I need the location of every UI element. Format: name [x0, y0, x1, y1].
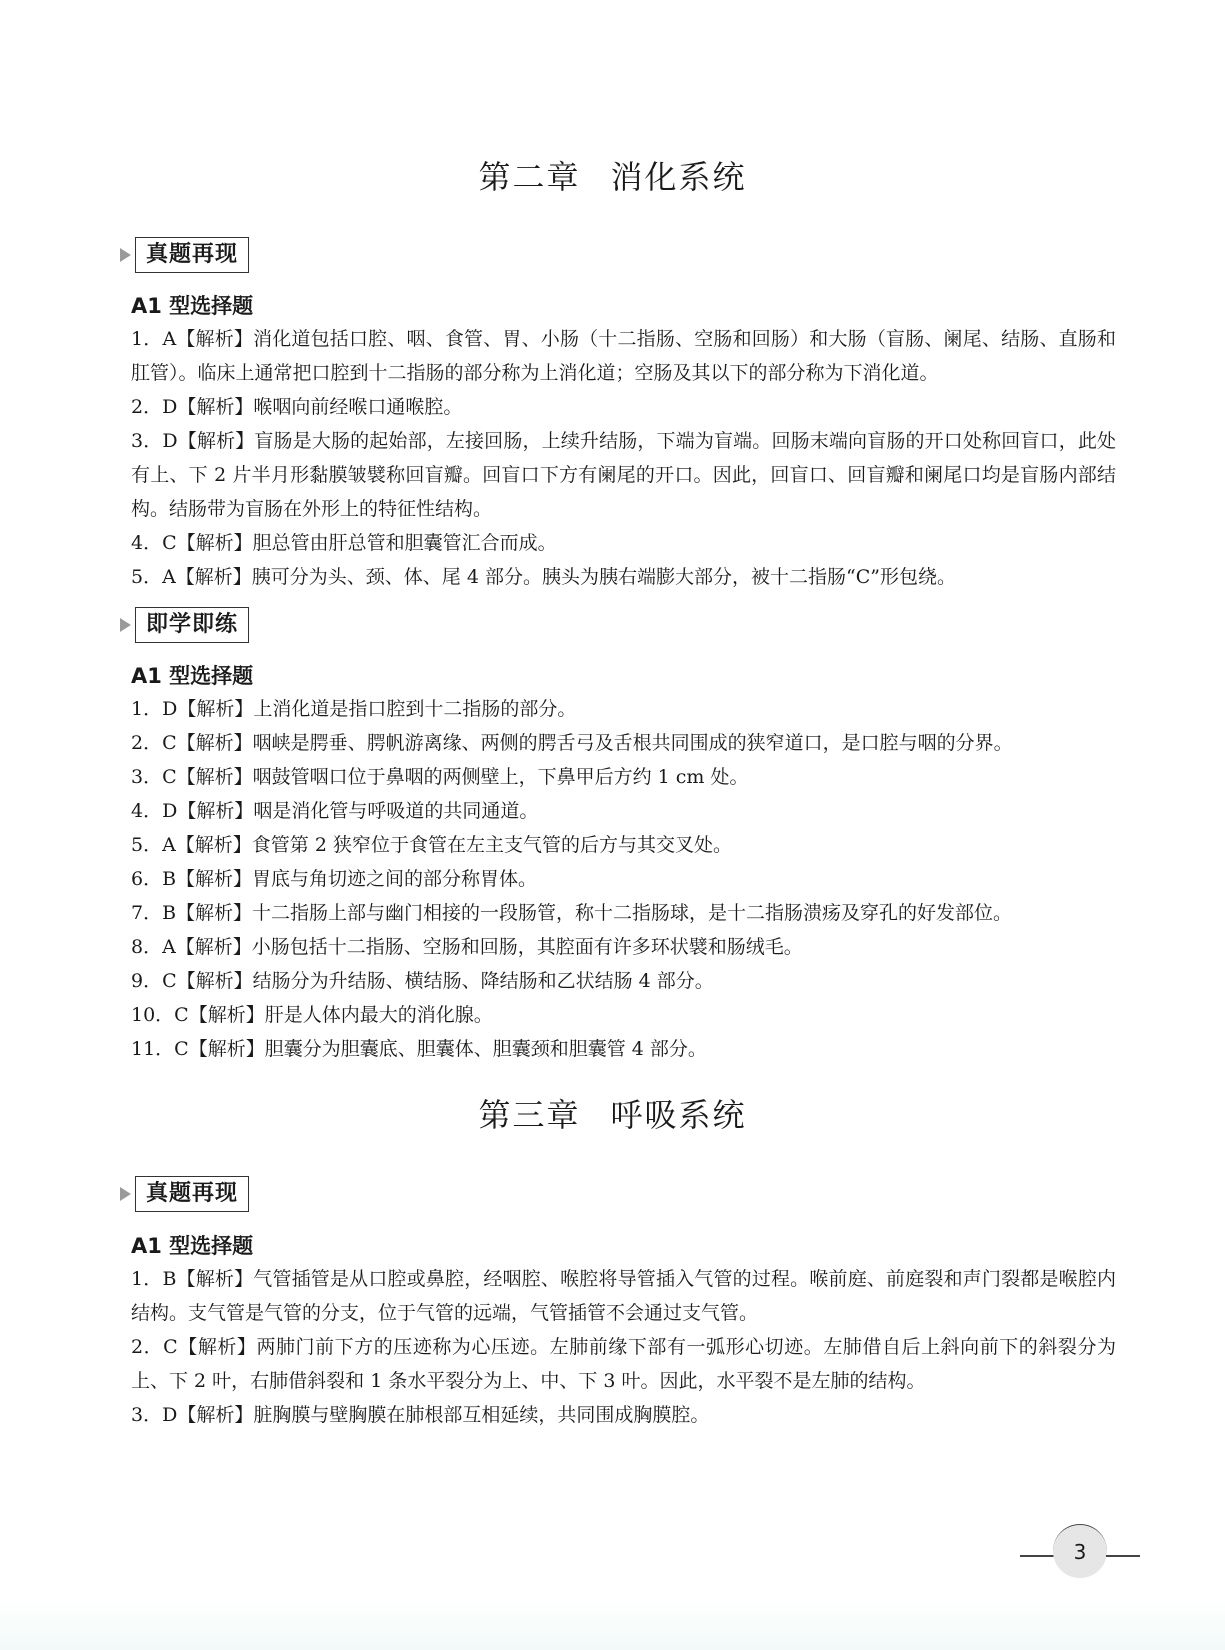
- answer-item: 6．B【解析】胃底与角切迹之间的部分称胃体。: [131, 868, 538, 890]
- chapter-3-number: 第三章: [478, 1096, 581, 1134]
- answer-item: 5．A【解析】食管第 2 狭窄位于食管在左主支气管的后方与其交叉处。: [131, 834, 732, 856]
- triangle-arrow-icon: [120, 1187, 131, 1201]
- triangle-arrow-icon: [120, 248, 131, 262]
- answer-item: 1．A【解析】消化道包括口腔、咽、食管、胃、小肠（十二指肠、空肠和回肠）和大肠（盲肠、阑尾、结肠、直肠和肛管）。临床上通常把口腔到十二指肠的部分称为上消化道；空肠及其以下的部分称为下消化道。: [131, 328, 1116, 384]
- chapter-2-number: 第二章: [478, 158, 581, 196]
- section-label: 真题再现: [135, 237, 249, 273]
- answer-list: [131, 692, 1116, 1066]
- answer-item: 2．C【解析】咽峡是腭垂、腭帆游离缘、两侧的腭舌弓及舌根共同围成的狭窄道口，是口腔与咽的分界。: [131, 732, 1013, 754]
- answer-item: 1．B【解析】气管插管是从口腔或鼻腔，经咽腔、喉腔将导管插入气管的过程。喉前庭、前庭裂和声门裂都是喉腔内结构。支气管是气管的分支，位于气管的远端，气管插管不会通过支气管。: [131, 1268, 1116, 1324]
- page-number-line-left: [1020, 1555, 1054, 1557]
- answer-item: 4．C【解析】胆总管由肝总管和胆囊管汇合而成。: [131, 532, 557, 554]
- answer-item: 7．B【解析】十二指肠上部与幽门相接的一段肠管，称十二指肠球，是十二指肠溃疡及穿孔的好发部位。: [131, 902, 1013, 924]
- answer-list: [131, 322, 1116, 594]
- answer-item: 3．D【解析】盲肠是大肠的起始部，左接回肠，上续升结肠，下端为盲端。回肠末端向盲肠的开口处称回盲口，此处有上、下 2 片半月形黏膜皱襞称回盲瓣。回盲口下方有阑尾的开口。因此，回盲口、回盲瓣和阑尾口均是盲肠内部结构。结肠带为盲肠在外形上的特征性结构。: [131, 430, 1116, 520]
- answer-item: 3．C【解析】咽鼓管咽口位于鼻咽的两侧壁上，下鼻甲后方约 1 cm 处。: [131, 766, 749, 788]
- answer-item: 8．A【解析】小肠包括十二指肠、空肠和回肠，其腔面有许多环状襞和肠绒毛。: [131, 936, 803, 958]
- page-number-line-right: [1106, 1555, 1140, 1557]
- triangle-arrow-icon: [120, 618, 131, 632]
- chapter-3-name: 呼吸系统: [610, 1096, 747, 1134]
- answer-item: 11．C【解析】胆囊分为胆囊底、胆囊体、胆囊颈和胆囊管 4 部分。: [131, 1038, 707, 1060]
- section-header-past-exams: [120, 236, 249, 274]
- answer-item: 2．C【解析】两肺门前下方的压迹称为心压迹。左肺前缘下部有一弧形心切迹。左肺借自后上斜向前下的斜裂分为上、下 2 叶，右肺借斜裂和 1 条水平裂分为上、中、下 3 叶。因此，水平裂不是左肺的结构。: [131, 1336, 1116, 1392]
- answer-item: 5．A【解析】胰可分为头、颈、体、尾 4 部分。胰头为胰右端膨大部分，被十二指肠“C”形包绕。: [131, 566, 956, 588]
- answer-item: 10．C【解析】肝是人体内最大的消化腺。: [131, 1004, 493, 1026]
- page-number: 3: [1053, 1524, 1107, 1578]
- section-header-practice: [120, 606, 249, 644]
- chapter-2-title: [0, 152, 1225, 198]
- page-bottom-decoration: [0, 1600, 1225, 1650]
- answer-list: [131, 1262, 1116, 1432]
- question-type-heading: A1 型选择题: [131, 664, 254, 688]
- chapter-2-name: 消化系统: [610, 158, 747, 196]
- answer-item: 3．D【解析】脏胸膜与壁胸膜在肺根部互相延续，共同围成胸膜腔。: [131, 1404, 710, 1426]
- section-label: 即学即练: [135, 607, 249, 643]
- page-number-badge: [1020, 1524, 1140, 1584]
- question-type-heading: A1 型选择题: [131, 294, 254, 318]
- section-label: 真题再现: [135, 1176, 249, 1212]
- answer-item: 4．D【解析】咽是消化管与呼吸道的共同通道。: [131, 800, 539, 822]
- section-header-past-exams: [120, 1175, 249, 1213]
- question-type-heading: A1 型选择题: [131, 1234, 254, 1258]
- chapter-3-title: [0, 1090, 1225, 1136]
- answer-item: 9．C【解析】结肠分为升结肠、横结肠、降结肠和乙状结肠 4 部分。: [131, 970, 714, 992]
- answer-item: 2．D【解析】喉咽向前经喉口通喉腔。: [131, 396, 463, 418]
- answer-item: 1．D【解析】上消化道是指口腔到十二指肠的部分。: [131, 698, 577, 720]
